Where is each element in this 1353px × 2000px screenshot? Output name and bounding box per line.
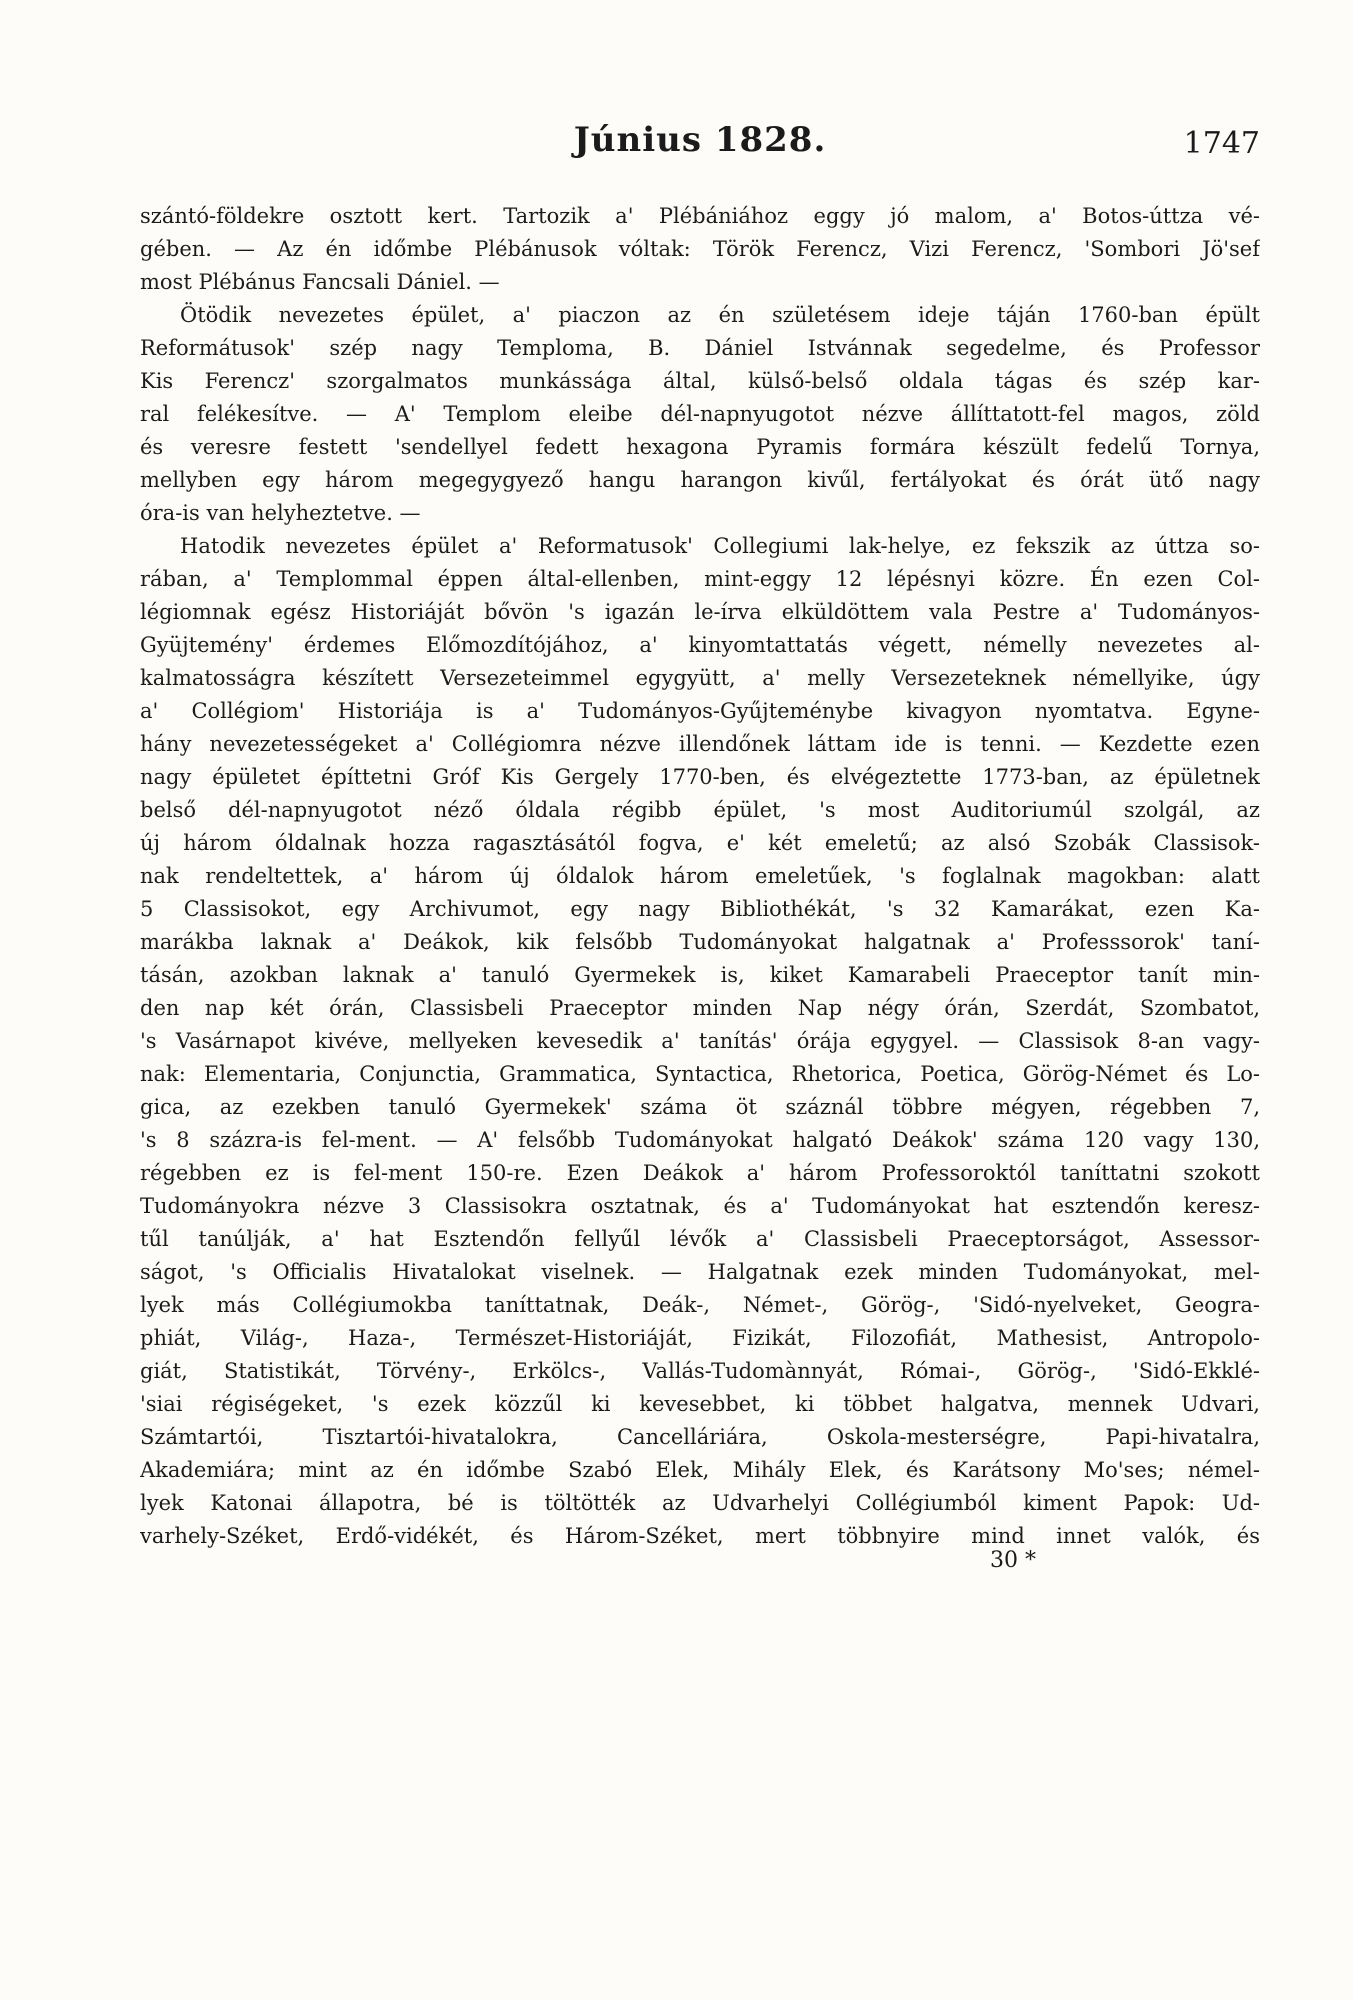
- running-head: [140, 120, 1260, 180]
- text-line: lyek Katonai állapotra, bé is töltötték az Udvarhelyi Collégiumból kiment Papok: Ud-: [140, 1491, 1260, 1515]
- text-line: nak rendeltettek, a' három új óldalok három emeletűek, 's foglalnak magokban: alatt: [140, 864, 1260, 888]
- text-line: rában, a' Templommal éppen által-ellenben, mint-eggy 12 lépésnyi közre. Én ezen Col-: [140, 567, 1260, 591]
- text-line: marákba laknak a' Deákok, kik felsőbb Tudományokat halgatnak a' Professsorok' taní-: [140, 930, 1260, 954]
- text-line: Számtartói, Tisztartói-hivatalokra, Cancelláriára, Oskola-mesterségre, Papi-hivatalra,: [140, 1425, 1260, 1449]
- text-line: hány nevezetességeket a' Collégiomra nézve illendőnek láttam ide is tenni. — Kezdette ezen: [140, 732, 1260, 756]
- text-line: nak: Elementaria, Conjunctia, Grammatica, Syntactica, Rhetorica, Poetica, Görög-Német és Lo-: [140, 1062, 1260, 1086]
- text-line: új három óldalnak hozza ragasztásától fogva, e' két emeletű; az alsó Szobák Classisok-: [140, 831, 1260, 855]
- text-line: Hatodik nevezetes épület a' Reformatusok' Collegiumi lak-helye, ez fekszik az úttza so-: [180, 534, 1260, 558]
- text-line: belső dél-napnyugotot néző óldala régibb épület, 's most Auditoriumúl szolgál, az: [140, 798, 1260, 822]
- text-line: Akademiára; mint az én időmbe Szabó Elek, Mihály Elek, és Karátsony Mo'ses; némel-: [140, 1458, 1260, 1482]
- body-text: [140, 200, 1260, 1553]
- text-line: és veresre festett 'sendellyel fedett hexagona Pyramis formára készült fedelű Tornya,: [140, 435, 1260, 459]
- text-line: régebben ez is fel-ment 150-re. Ezen Deákok a' három Professoroktól taníttatni szokott: [140, 1161, 1260, 1185]
- text-line: lyek más Collégiumokba taníttatnak, Deák-, Német-, Görög-, 'Sidó-nyelveket, Geogra-: [140, 1293, 1260, 1317]
- text-line: tűl tanúlják, a' hat Esztendőn fellyűl lévők a' Classisbeli Praeceptorságot, Assessor-: [140, 1227, 1260, 1251]
- text-line: varhely-Széket, Erdő-vidékét, és Három-Széket, mert többnyire mind innet valók, és: [140, 1524, 1260, 1548]
- text-line: most Plébánus Fancsali Dániel. —: [140, 270, 500, 294]
- text-line: den nap két órán, Classisbeli Praeceptor minden Nap négy órán, Szerdát, Szombatot,: [140, 996, 1260, 1020]
- text-line: 's Vasárnapot kivéve, mellyeken kevesedik a' tanítás' órája egygyel. — Classisok 8-an vagy-: [140, 1029, 1260, 1053]
- text-line: 's 8 százra-is fel-ment. — A' felsőbb Tudományokat halgató Deákok' száma 120 vagy 130,: [140, 1128, 1260, 1152]
- text-line: giát, Statistikát, Törvény-, Erkölcs-, Vallás-Tudomànnyát, Római-, Görög-, 'Sidó-Ekklé-: [140, 1359, 1260, 1383]
- text-line: óra-is van helyheztetve. —: [140, 501, 421, 525]
- text-line: Gyüjtemény' érdemes Előmozdítójához, a' kinyomtattatás végett, némelly nevezetes al-: [140, 633, 1260, 657]
- text-line: phiát, Világ-, Haza-, Természet-Historiáját, Fizikát, Filozofiát, Mathesist, Antropolo-: [140, 1326, 1260, 1350]
- text-line: gica, az ezekben tanuló Gyermekek' száma öt száznál többre mégyen, régebben 7,: [140, 1095, 1260, 1119]
- page-number: 1747: [1183, 126, 1260, 161]
- page-title: Június 1828.: [573, 120, 827, 160]
- text-line: Ötödik nevezetes épület, a' piaczon az én születésem ideje táján 1760-ban épült: [180, 303, 1260, 327]
- signature-mark: 30 *: [990, 1548, 1036, 1573]
- text-line: 'siai régiségeket, 's ezek közzűl ki kevesebbet, ki többet halgatva, mennek Udvari,: [140, 1392, 1260, 1416]
- text-line: tásán, azokban laknak a' tanuló Gyermekek is, kiket Kamarabeli Praeceptor tanít min-: [140, 963, 1260, 987]
- text-line: gében. — Az én időmbe Plébánusok vóltak: Török Ferencz, Vizi Ferencz, 'Sombori Jö'sef: [140, 237, 1260, 261]
- text-line: Reformátusok' szép nagy Temploma, B. Dániel Istvánnak segedelme, és Professor: [140, 336, 1260, 360]
- text-line: Tudományokra nézve 3 Classisokra osztatnak, és a' Tudományokat hat esztendőn keresz-: [140, 1194, 1260, 1218]
- text-line: szántó-földekre osztott kert. Tartozik a' Plébániához eggy jó malom, a' Botos-úttza vé-: [140, 204, 1260, 228]
- text-line: mellyben egy három megegygyező hangu harangon kivűl, fertályokat és órát ütő nagy: [140, 468, 1260, 492]
- text-line: ságot, 's Officialis Hivatalokat viselnek. — Halgatnak ezek minden Tudományokat, mel-: [140, 1260, 1260, 1284]
- text-line: a' Collégiom' Historiája is a' Tudományos-Gyűjteménybe kivagyon nyomtatva. Egyne-: [140, 699, 1260, 723]
- text-line: légiomnak egész Historiáját bővön 's igazán le-írva elküldöttem vala Pestre a' Tudományos-: [140, 600, 1260, 624]
- text-line: nagy épületet építtetni Gróf Kis Gergely 1770-ben, és elvégeztette 1773-ban, az épületnek: [140, 765, 1260, 789]
- text-line: 5 Classisokot, egy Archivumot, egy nagy Bibliothékát, 's 32 Kamarákat, ezen Ka-: [140, 897, 1260, 921]
- text-line: ral felékesítve. — A' Templom eleibe dél-napnyugotot nézve állíttatott-fel magos, zöld: [140, 402, 1260, 426]
- text-line: Kis Ferencz' szorgalmatos munkássága által, külső-belső oldala tágas és szép kar-: [140, 369, 1260, 393]
- text-line: kalmatosságra készített Versezeteimmel egygyütt, a' melly Versezeteknek némellyike, úgy: [140, 666, 1260, 690]
